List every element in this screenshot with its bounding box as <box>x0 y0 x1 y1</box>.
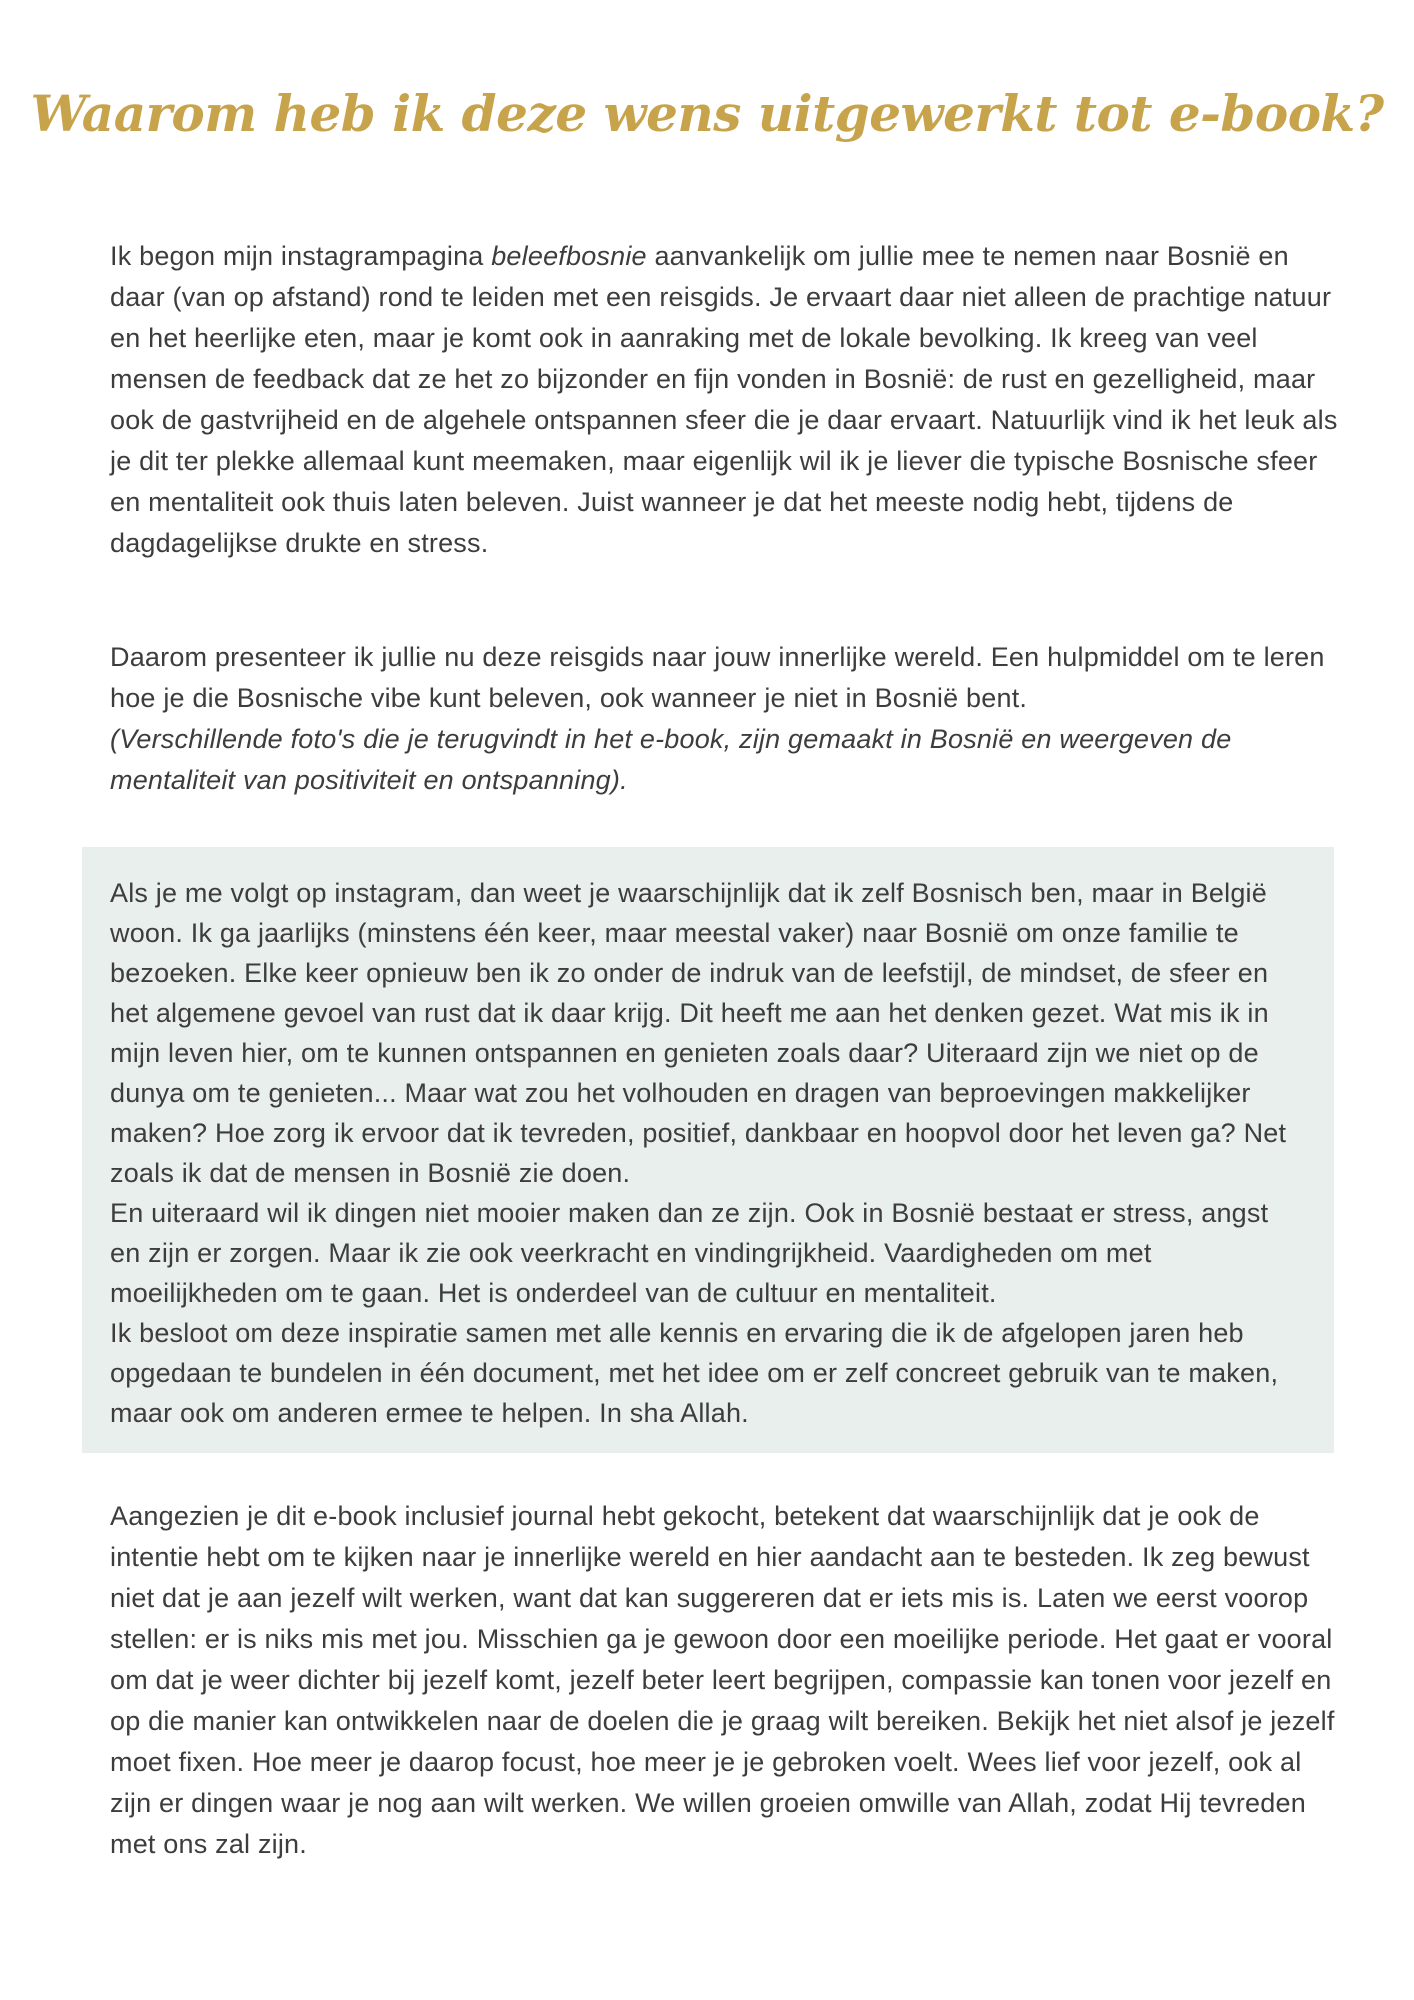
intro-text-end: aanvankelijk om jullie mee te nemen naar Bosnië en daar (van op afstand) rond te leiden met een reisgids. Je ervaart daar niet alleen de prachtige natuur en het heerlijke eten, maar je komt ook in aanraking met de lokale bevolking. Ik kreeg van veel mensen de feedback dat ze het zo bijzonder en fijn vonden in Bosnië: de rust en gezelligheid, maar ook de gastvrijheid en de algehele ontspannen sfeer die je daar ervaart. Natuurlijk vind ik het leuk als je dit ter plekke allemaal kunt meemaken, maar eigenlijk wil ik je liever die typische Bosnische sfeer en mentaliteit ook thuis laten beleven. Juist wanneer je dat het meeste nodig hebt, tijdens de dagdagelijkse drukte en stress. <box>110 241 1338 558</box>
reisgids-paragraph <box>110 637 1342 801</box>
highlight-block <box>82 847 1334 1453</box>
highlight-paragraph-1: Als je me volgt op instagram, dan weet je waarschijnlijk dat ik zelf Bosnisch ben, maar in België woon. Ik ga jaarlijks (minstens één keer, maar meestal vaker) naar Bosnië om onze familie te bezoeken. Elke keer opnieuw ben ik zo onder de indruk van de leefstijl, de mindset, de sfeer en het algemene gevoel van rust dat ik daar krijg. Dit heeft me aan het denken gezet. Wat mis ik in mijn leven hier, om te kunnen ontspannen en genieten zoals daar? Uiteraard zijn we niet op de dunya om te genieten... Maar wat zou het volhouden en dragen van beproevingen makkelijker maken? Hoe zorg ik ervoor dat ik tevreden, positief, dankbaar en hoopvol door het leven ga? Net zoals ik dat de mensen in Bosnië zie doen. <box>110 878 1287 1188</box>
highlight-paragraph-2: En uiteraard wil ik dingen niet mooier maken dan ze zijn. Ook in Bosnië bestaat er stress, angst en zijn er zorgen. Maar ik zie ook veerkracht en vindingrijkheid. Vaardigheden om met moeilijkheden om te gaan. Het is onderdeel van de cultuur en mentaliteit. <box>110 1198 1269 1308</box>
intro-text-start: Ik begon mijn instagrampagina <box>110 241 492 271</box>
reisgids-text: Daarom presenteer ik jullie nu deze reisgids naar jouw innerlijke wereld. Een hulpmiddel om te leren hoe je die Bosnische vibe kunt beleven, ook wanneer je niet in Bosnië bent. <box>110 642 1325 713</box>
instagram-page-name: beleefbosnie <box>491 241 647 271</box>
highlight-paragraph-3: Ik besloot om deze inspiratie samen met alle kennis en ervaring die ik de afgelopen jaren heb opgedaan te bundelen in één document, met het idee om er zelf concreet gebruik van te maken, maar ook om anderen ermee te helpen. In sha Allah. <box>110 1318 1279 1428</box>
intro-paragraph <box>110 236 1342 564</box>
closing-paragraph: Aangezien je dit e-book inclusief journal hebt gekocht, betekent dat waarschijnlijk dat je ook de intentie hebt om te kijken naar je innerlijke wereld en hier aandacht aan te besteden. Ik zeg bewust niet dat je aan jezelf wilt werken, want dat kan suggereren dat er iets mis is. Laten we eerst voorop stellen: er is niks mis met jou. Misschien ga je gewoon door een moeilijke periode. Het gaat er vooral om dat je weer dichter bij jezelf komt, jezelf beter leert begrijpen, compassie kan tonen voor jezelf en op die manier kan ontwikkelen naar de doelen die je graag wilt bereiken. Bekijk het niet alsof je jezelf moet fixen. Hoe meer je daarop focust, hoe meer je je gebroken voelt. Wees lief voor jezelf, ook al zijn er dingen waar je nog aan wilt werken. We willen groeien omwille van Allah, zodat Hij tevreden met ons zal zijn. <box>110 1501 1335 1859</box>
photo-note-italic: (Verschillende foto's die je terugvindt in het e-book, zijn gemaakt in Bosnië en weergeven de mentaliteit van positiviteit en ontspanning). <box>110 724 1232 795</box>
page-title: Waarom heb ik deze wens uitgewerkt tot e-book? <box>30 84 1384 143</box>
